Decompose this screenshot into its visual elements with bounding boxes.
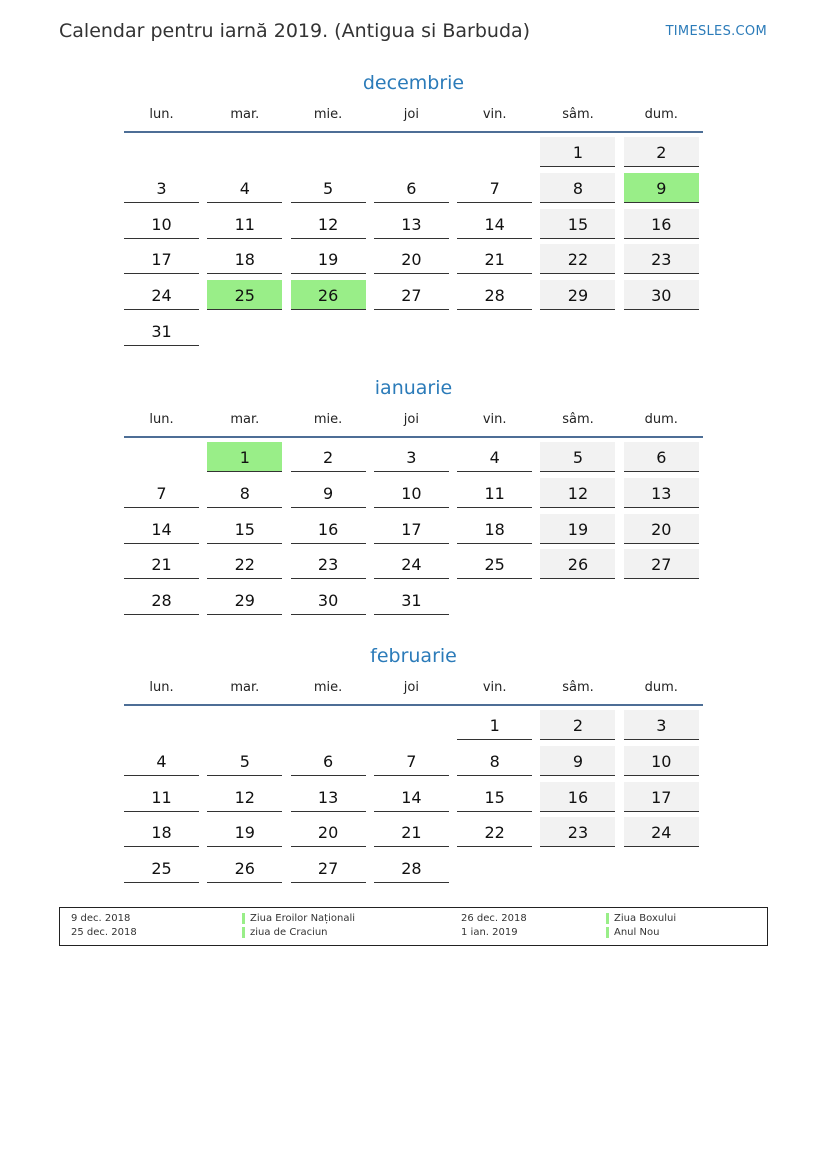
weekend-day-cell: 2	[540, 710, 615, 740]
day-cell: 2	[291, 442, 366, 472]
day-cell: 28	[457, 280, 532, 310]
day-cell: 19	[207, 817, 282, 847]
empty-day-cell	[457, 585, 532, 615]
day-cell: 14	[457, 209, 532, 239]
weekend-day-cell: 24	[624, 817, 699, 847]
weekday-label: mie.	[313, 679, 343, 695]
weekend-day-cell: 9	[540, 746, 615, 776]
day-grid	[124, 442, 703, 621]
month-name: februarie	[370, 645, 457, 667]
day-cell: 30	[291, 585, 366, 615]
weekend-day-cell: 17	[624, 782, 699, 812]
empty-day-cell	[124, 442, 199, 472]
day-cell: 22	[457, 817, 532, 847]
day-cell: 12	[207, 782, 282, 812]
weekend-day-cell: 20	[624, 514, 699, 544]
day-cell: 17	[124, 244, 199, 274]
weekend-day-cell: 27	[624, 549, 699, 579]
day-cell: 24	[374, 549, 449, 579]
weekend-day-cell: 13	[624, 478, 699, 508]
legend-date: 9 dec. 2018	[71, 913, 131, 924]
brand-logo[interactable]: TIMESLES.COM	[665, 24, 767, 39]
weekend-day-cell: 15	[540, 209, 615, 239]
weekday-header	[124, 402, 703, 438]
weekday-label: sâm.	[562, 106, 594, 122]
weekend-day-cell: 16	[540, 782, 615, 812]
empty-day-cell	[291, 316, 366, 346]
weekday-label: dum.	[644, 106, 678, 122]
weekday-label: joi	[403, 106, 419, 122]
month-february	[124, 642, 703, 889]
empty-day-cell	[207, 137, 282, 167]
weekend-day-cell: 30	[624, 280, 699, 310]
weekend-day-cell: 10	[624, 746, 699, 776]
empty-day-cell	[374, 316, 449, 346]
weekday-label: mar.	[230, 106, 260, 122]
day-cell: 10	[124, 209, 199, 239]
page-title: Calendar pentru iarnă 2019. (Antigua si Barbuda)	[59, 20, 531, 42]
weekend-day-cell: 3	[624, 710, 699, 740]
month-name: ianuarie	[374, 377, 453, 399]
day-cell: 7	[374, 746, 449, 776]
day-cell: 25	[124, 853, 199, 883]
weekday-label: sâm.	[562, 679, 594, 695]
empty-day-cell	[624, 585, 699, 615]
day-cell: 13	[374, 209, 449, 239]
day-cell: 18	[124, 817, 199, 847]
weekday-label: joi	[403, 679, 419, 695]
day-cell: 10	[374, 478, 449, 508]
day-cell: 3	[124, 173, 199, 203]
day-cell: 4	[457, 442, 532, 472]
empty-day-cell	[457, 137, 532, 167]
weekend-day-cell: 1	[540, 137, 615, 167]
day-cell: 6	[374, 173, 449, 203]
holiday-day-cell: 26	[291, 280, 366, 310]
weekday-label: dum.	[644, 411, 678, 427]
day-cell: 27	[291, 853, 366, 883]
weekend-day-cell: 6	[624, 442, 699, 472]
weekend-day-cell: 26	[540, 549, 615, 579]
weekend-day-cell: 5	[540, 442, 615, 472]
weekday-label: joi	[403, 411, 419, 427]
legend-date: 25 dec. 2018	[71, 927, 137, 938]
day-cell: 25	[457, 549, 532, 579]
day-cell: 28	[374, 853, 449, 883]
day-cell: 4	[207, 173, 282, 203]
empty-day-cell	[207, 710, 282, 740]
legend-date: 1 ian. 2019	[461, 927, 518, 938]
empty-day-cell	[374, 137, 449, 167]
day-cell: 7	[124, 478, 199, 508]
day-cell: 31	[374, 585, 449, 615]
day-cell: 23	[291, 549, 366, 579]
empty-day-cell	[540, 853, 615, 883]
weekend-day-cell: 23	[540, 817, 615, 847]
weekend-day-cell: 16	[624, 209, 699, 239]
day-cell: 9	[291, 478, 366, 508]
day-cell: 14	[374, 782, 449, 812]
day-cell: 1	[457, 710, 532, 740]
empty-day-cell	[291, 137, 366, 167]
day-cell: 15	[457, 782, 532, 812]
weekday-label: vin.	[482, 679, 507, 695]
day-cell: 16	[291, 514, 366, 544]
day-cell: 21	[124, 549, 199, 579]
day-cell: 19	[291, 244, 366, 274]
day-cell: 21	[457, 244, 532, 274]
weekend-day-cell: 23	[624, 244, 699, 274]
weekday-label: mie.	[313, 411, 343, 427]
empty-day-cell	[540, 316, 615, 346]
day-cell: 8	[207, 478, 282, 508]
day-cell: 6	[291, 746, 366, 776]
holiday-day-cell: 9	[624, 173, 699, 203]
day-cell: 20	[374, 244, 449, 274]
empty-day-cell	[457, 316, 532, 346]
weekday-label: dum.	[644, 679, 678, 695]
weekday-header	[124, 670, 703, 706]
day-grid	[124, 137, 703, 352]
legend-holiday-name: Anul Nou	[606, 927, 659, 938]
empty-day-cell	[374, 710, 449, 740]
day-cell: 11	[124, 782, 199, 812]
weekday-label: vin.	[482, 106, 507, 122]
day-cell: 13	[291, 782, 366, 812]
empty-day-cell	[457, 853, 532, 883]
weekday-label: lun.	[149, 411, 174, 427]
weekend-day-cell: 19	[540, 514, 615, 544]
weekday-header	[124, 97, 703, 133]
day-cell: 11	[207, 209, 282, 239]
day-cell: 27	[374, 280, 449, 310]
day-cell: 18	[457, 514, 532, 544]
day-cell: 29	[207, 585, 282, 615]
day-cell: 5	[207, 746, 282, 776]
day-cell: 28	[124, 585, 199, 615]
day-cell: 4	[124, 746, 199, 776]
weekday-label: lun.	[149, 106, 174, 122]
legend-date: 26 dec. 2018	[461, 913, 527, 924]
weekend-day-cell: 29	[540, 280, 615, 310]
empty-day-cell	[124, 137, 199, 167]
day-cell: 20	[291, 817, 366, 847]
day-cell: 22	[207, 549, 282, 579]
weekday-label: lun.	[149, 679, 174, 695]
day-cell: 21	[374, 817, 449, 847]
weekday-label: vin.	[482, 411, 507, 427]
legend-holiday-name: Ziua Eroilor Naționali	[242, 913, 355, 924]
day-cell: 11	[457, 478, 532, 508]
empty-day-cell	[291, 710, 366, 740]
empty-day-cell	[540, 585, 615, 615]
day-grid	[124, 710, 703, 889]
weekday-label: mie.	[313, 106, 343, 122]
legend-holiday-name: ziua de Craciun	[242, 927, 328, 938]
weekend-day-cell: 12	[540, 478, 615, 508]
day-cell: 8	[457, 746, 532, 776]
day-cell: 26	[207, 853, 282, 883]
empty-day-cell	[207, 316, 282, 346]
day-cell: 18	[207, 244, 282, 274]
weekday-label: sâm.	[562, 411, 594, 427]
day-cell: 15	[207, 514, 282, 544]
month-december	[124, 69, 703, 352]
empty-day-cell	[624, 853, 699, 883]
holiday-day-cell: 25	[207, 280, 282, 310]
weekend-day-cell: 2	[624, 137, 699, 167]
weekday-label: mar.	[230, 411, 260, 427]
month-name: decembrie	[362, 72, 465, 94]
holiday-day-cell: 1	[207, 442, 282, 472]
empty-day-cell	[124, 710, 199, 740]
day-cell: 17	[374, 514, 449, 544]
day-cell: 31	[124, 316, 199, 346]
weekend-day-cell: 22	[540, 244, 615, 274]
day-cell: 7	[457, 173, 532, 203]
weekday-label: mar.	[230, 679, 260, 695]
day-cell: 3	[374, 442, 449, 472]
day-cell: 5	[291, 173, 366, 203]
legend-holiday-name: Ziua Boxului	[606, 913, 676, 924]
month-january	[124, 374, 703, 621]
day-cell: 12	[291, 209, 366, 239]
day-cell: 24	[124, 280, 199, 310]
holiday-legend	[59, 907, 768, 946]
day-cell: 14	[124, 514, 199, 544]
empty-day-cell	[624, 316, 699, 346]
weekend-day-cell: 8	[540, 173, 615, 203]
